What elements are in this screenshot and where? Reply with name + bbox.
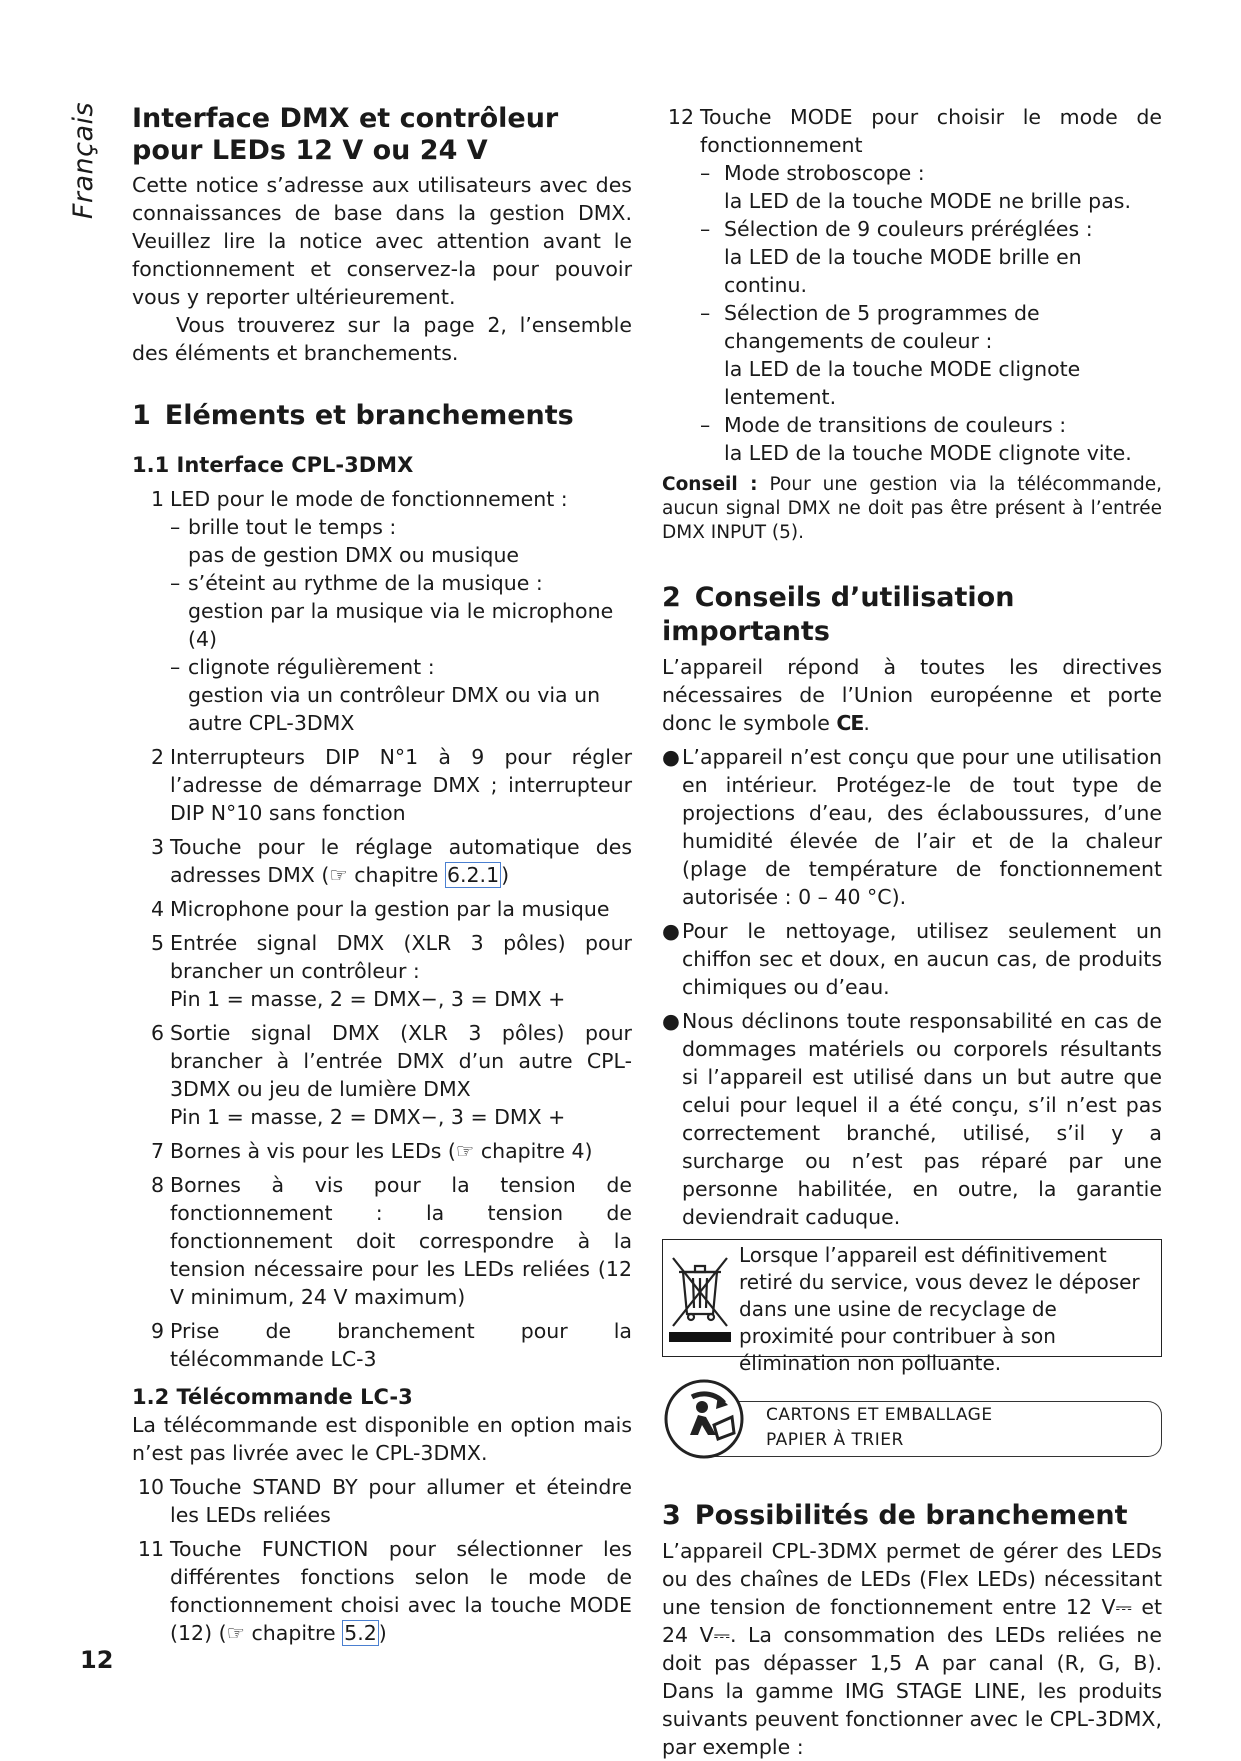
section-number: 3 — [662, 1500, 681, 1531]
list-item: 4 Microphone pour la gestion par la musique — [150, 897, 610, 921]
left-column — [132, 103, 632, 1647]
sub-item: – clignote régulièrement : gestion via un contrôleur DMX ou via un autre CPL-3DMX — [170, 655, 601, 735]
lc3-paragraph: La télécommande est disponible en option mais n’est pas livrée avec le CPL-3DMX. — [132, 1413, 632, 1465]
section-title: Possibilités de branchement — [694, 1500, 1128, 1531]
recycling-line-2: PAPIER À TRIER — [766, 1430, 904, 1450]
section-3-heading — [662, 1499, 1162, 1533]
sub-item: – Mode stroboscope : la LED de la touche MODE ne brille pas. — [700, 161, 1131, 213]
sec3-paragraph: L’appareil CPL-3DMX permet de gérer des LEDs ou des chaînes de LEDs (Flex LEDs) nécessitant une tension de fonctionnement entre 12 V⎓ et 24 V⎓. La consommation des LEDs reliées ne doit pas dépasser 1,5 A par canal (R, G, B). Dans la gamme IMG STAGE LINE, les produits suivants peuvent fonctionner avec le CPL-3DMX, par exemple : — [662, 1539, 1162, 1759]
subsection-1-2-heading: 1.2 Télécommande LC-3 — [132, 1385, 413, 1409]
list-item: ● Pour le nettoyage, utilisez seulement un chiffon sec et doux, en aucun cas, de produits chimiques ou d’eau. — [662, 919, 1162, 999]
intro-paragraph-2: Vous trouverez sur la page 2, l’ensemble des éléments et branchements. — [132, 313, 632, 365]
title-line-2: pour LEDs 12 V ou 24 V — [132, 135, 488, 166]
section-number: 1 — [132, 400, 151, 431]
sub-item: – Sélection de 9 couleurs préréglées : la LED de la touche MODE brille en continu. — [700, 217, 1093, 297]
section-1-heading — [132, 399, 632, 433]
list-item: 5 Entrée signal DMX (XLR 3 pôles) pour brancher un contrôleur : Pin 1 = masse, 2 = DMX−, 3 = DMX + — [150, 931, 632, 1011]
recycling-notice — [662, 1367, 1162, 1467]
list-item: 9 Prise de branchement pour la télécommande LC-3 — [150, 1319, 632, 1371]
list-item: ● L’appareil n’est conçu que pour une utilisation en intérieur. Protégez-le de tout type de projections d’eau, des éclaboussures, d’une humidité élevée de l’air et de la chaleur (plage de température de fonctionnement autorisée : 0 – 40 °C). — [662, 745, 1162, 909]
list-item: 11 Touche FUNCTION pour sélectionner les différentes fonctions selon le mode de fonctionnement choisi avec la touche MODE (12) (☞ chapitre 5.2) — [137, 1537, 632, 1645]
conseil-note: Conseil : Pour une gestion via la télécommande, aucun signal DMX ne doit pas être présent à l’entrée DMX INPUT (5). — [662, 474, 1162, 543]
sub-item: – Sélection de 5 programmes de changements de couleur : la LED de la touche MODE clignote lentement. — [700, 301, 1081, 409]
sub-item: – s’éteint au rythme de la musique : gestion par la musique via le microphone (4) — [170, 571, 614, 651]
language-label: Français — [68, 101, 100, 219]
section-number: 2 — [662, 582, 681, 613]
recycling-line-1: CARTONS ET EMBALLAGE — [766, 1405, 993, 1425]
subsection-1-1-heading: 1.1 Interface CPL-3DMX — [132, 453, 414, 477]
document-title — [132, 103, 632, 167]
list-item: 12 Touche MODE pour choisir le mode de fonctionnement — [667, 105, 1162, 157]
list-item: 7 Bornes à vis pour les LEDs (☞ chapitre 4) — [150, 1139, 593, 1163]
title-line-1: Interface DMX et contrôleur — [132, 103, 559, 134]
chapter-link-6-2-1[interactable]: 6.2.1 — [446, 863, 500, 887]
conseil-label: Conseil : — [662, 474, 758, 495]
weee-notice — [662, 1239, 1162, 1375]
intro-paragraph: Cette notice s’adresse aux utilisateurs avec des connaissances de base dans la gestion DMX. Veuillez lire la notice avec attention avant le fonctionnement et conservez-la pour pouvoir vous y reporter ultérieurement. — [132, 173, 632, 309]
page-number: 12 — [80, 1646, 114, 1674]
sub-item: – Mode de transitions de couleurs : la LED de la touche MODE clignote vite. — [700, 413, 1132, 465]
language-tab — [60, 100, 108, 220]
section-title: Conseils d’utilisation importants — [662, 582, 1015, 647]
sec2-paragraph: L’appareil répond à toutes les directives nécessaires de l’Union européenne et porte donc le symbole CE. — [662, 655, 1162, 735]
list-item: 8 Bornes à vis pour la tension de fonctionnement : la tension de fonctionnement doit correspondre à la tension nécessaire pour les LEDs reliées (12 V minimum, 24 V maximum) — [150, 1173, 632, 1309]
list-item: 1 LED pour le mode de fonctionnement : — [150, 487, 568, 511]
section-2-heading — [662, 581, 1162, 649]
list-item: 2 Interrupteurs DIP N°1 à 9 pour régler l’adresse de démarrage DMX ; interrupteur DIP N°10 sans fonction — [150, 745, 632, 825]
list-item: 6 Sortie signal DMX (XLR 3 pôles) pour brancher à l’entrée DMX d’un autre CPL-3DMX ou jeu de lumière DMX Pin 1 = masse, 2 = DMX−, 3 = DMX + — [150, 1021, 632, 1129]
weee-text: Lorsque l’appareil est définitivement retiré du service, vous devez le déposer dans une usine de recyclage de proximité pour contribuer à son élimination non polluante. — [739, 1243, 1140, 1375]
chapter-link-5-2[interactable]: 5.2 — [344, 1621, 377, 1645]
list-item: 3 Touche pour le réglage automatique des adresses DMX (☞ chapitre 6.2.1) — [150, 835, 632, 887]
section-title: Eléments et branchements — [164, 400, 574, 431]
list-item: 10 Touche STAND BY pour allumer et éteindre les LEDs reliées — [137, 1475, 632, 1527]
list-item: ● Nous déclinons toute responsabilité en cas de dommages matériels ou corporels résultants si l’appareil est utilisé dans un but autre que celui pour lequel il a été conçu, s’il n’est pas correctement branché, utilisé, s’il y a surcharge ou n’est pas réparé par une personne habilitée, en outre, la garantie deviendrait caduque. — [662, 1009, 1162, 1229]
right-column — [662, 103, 1162, 1761]
ce-mark: CE — [836, 711, 864, 735]
sub-item: – brille tout le temps : pas de gestion DMX ou musique — [170, 515, 520, 567]
crossed-bin-icon — [669, 1252, 731, 1344]
recycle-paper-icon — [662, 1373, 752, 1463]
